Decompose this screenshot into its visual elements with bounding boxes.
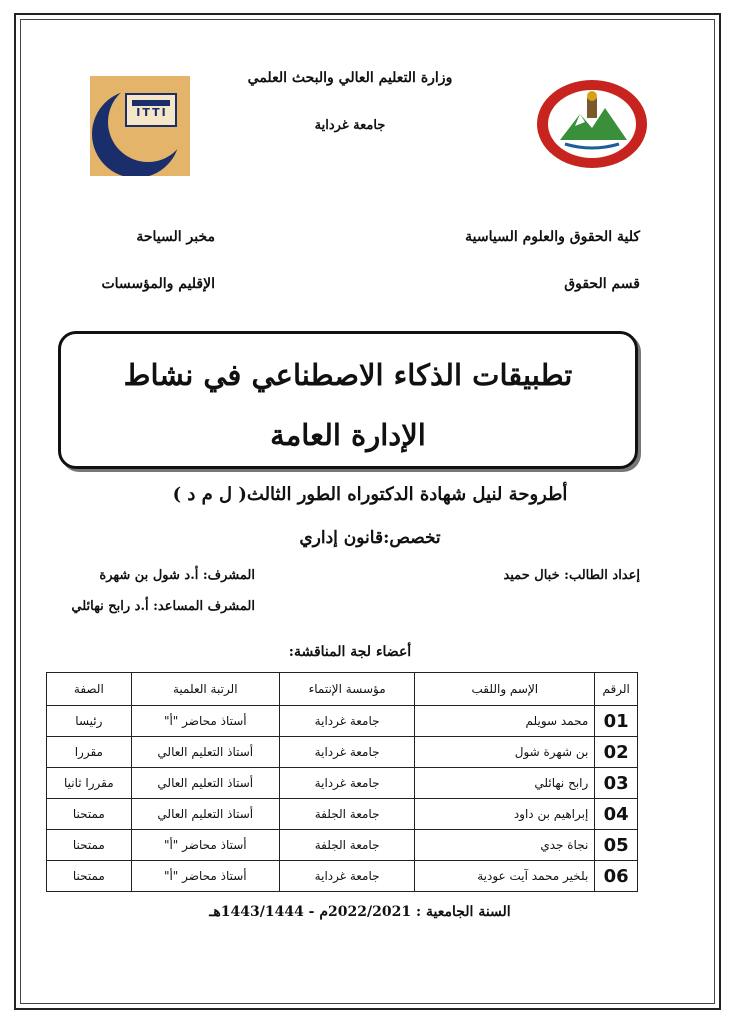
row-rank: أستاذ التعليم العالي (131, 799, 279, 830)
lab-name-line1: مخبر السياحة (136, 229, 215, 245)
row-institution: جامعة الجلفة (279, 830, 414, 861)
university-heading: جامعة غرداية (314, 118, 386, 133)
lab-name-line2: الإقليم والمؤسسات (101, 276, 215, 292)
row-rank: أستاذ التعليم العالي (131, 768, 279, 799)
row-number: 03 (595, 768, 638, 799)
co-supervisor-label: المشرف المساعد: أ.د رابح نهائلي (71, 599, 255, 614)
jury-table-header (47, 673, 638, 706)
table-row (47, 830, 638, 861)
academic-year: السنة الجامعية : 2022/2021م - 1443/1444هـ (209, 904, 511, 920)
row-name: بن شهرة شول (415, 737, 595, 768)
row-institution: جامعة غرداية (279, 737, 414, 768)
table-row (47, 799, 638, 830)
col-role: الصفة (47, 673, 132, 706)
table-row (47, 737, 638, 768)
degree-line: أطروحة لنيل شهادة الدكتوراه الطور الثالث( ل م د ) (172, 484, 568, 505)
row-role: مقررا (47, 737, 132, 768)
row-rank: أستاذ التعليم العالي (131, 737, 279, 768)
row-rank: أستاذ محاضر "أ" (131, 861, 279, 892)
row-name: محمد سويلم (415, 706, 595, 737)
university-logo (535, 78, 649, 170)
col-rank: الرتبة العلمية (131, 673, 279, 706)
row-rank: أستاذ محاضر "أ" (131, 830, 279, 861)
table-row (47, 706, 638, 737)
lab-logo-text: ITTI (136, 106, 168, 119)
lab-logo (90, 76, 190, 176)
row-rank: أستاذ محاضر "أ" (131, 706, 279, 737)
thesis-title-line2: الإدارة العامة (270, 418, 426, 452)
row-number: 04 (595, 799, 638, 830)
row-number: 02 (595, 737, 638, 768)
row-role: رئيسا (47, 706, 132, 737)
row-role: مقررا ثانيا (47, 768, 132, 799)
col-name: الإسم واللقب (415, 673, 595, 706)
row-institution: جامعة غرداية (279, 861, 414, 892)
row-name: رابح نهائلي (415, 768, 595, 799)
jury-heading: أعضاء لجة المناقشة: (288, 644, 412, 660)
row-number: 01 (595, 706, 638, 737)
col-institution: مؤسسة الإنتماء (279, 673, 414, 706)
student-label: إعداد الطالب: خبال حميد (503, 568, 640, 583)
specialty-line: تخصص:قانون إداري (299, 528, 441, 548)
thesis-title-line1: تطبيقات الذكاء الاصطناعي في نشاط (123, 358, 573, 392)
row-number: 06 (595, 861, 638, 892)
row-role: ممتحنا (47, 830, 132, 861)
row-institution: جامعة غرداية (279, 768, 414, 799)
row-name: إبراهيم بن داود (415, 799, 595, 830)
col-number: الرقم (595, 673, 638, 706)
row-institution: جامعة غرداية (279, 706, 414, 737)
jury-table (46, 672, 638, 892)
row-institution: جامعة الجلفة (279, 799, 414, 830)
row-name: نجاة جدي (415, 830, 595, 861)
department-label: قسم الحقوق (564, 276, 640, 292)
faculty-label: كلية الحقوق والعلوم السياسية (465, 229, 640, 245)
row-number: 05 (595, 830, 638, 861)
table-row (47, 861, 638, 892)
row-name: بلخير محمد آيت عودية (415, 861, 595, 892)
row-role: ممتحنا (47, 861, 132, 892)
row-role: ممتحنا (47, 799, 132, 830)
ministry-heading: وزارة التعليم العالي والبحث العلمي (247, 70, 453, 86)
table-row (47, 768, 638, 799)
supervisor-label: المشرف: أ.د شول بن شهرة (99, 568, 255, 583)
